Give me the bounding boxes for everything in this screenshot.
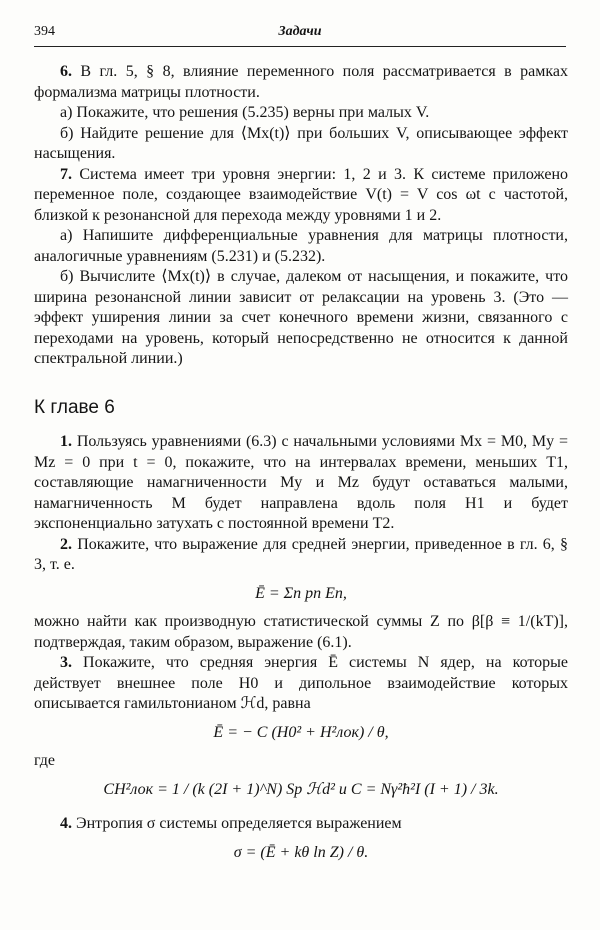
problem-6-4 [34,814,568,835]
problem-text: В гл. 5, § 8, влияние переменного поля рассматривается в рамках формализма матрицы плотности. [34,63,568,101]
problem-text: Покажите, что выражение для средней энергии, приведенное в гл. 6, § 3, т. е. [34,535,568,573]
problem-text: Пользуясь уравнениями (6.3) с начальными условиями Mx = M0, My = Mz = 0 при t = 0, покажите, что на интервалах времени, меньших T1, составляющие намагниченности My и Mz будут оставаться малыми, намагниченность M будет направлена вдоль поля H1 и будет экспоненциально затухать с постоянной времени T2. [34,433,568,532]
problem-number: 6. [60,63,72,80]
problem-5-6 [34,62,568,103]
problem-5-7b: б) Вычислите ⟨Mx(t)⟩ в случае, далеком от насыщения, и покажите, что ширина резонансной линии зависит от релаксации на уровень 3. (Это — эффект уширения линии за счет конечного времени жизни, связанного с переходами на уровень, который непосредственно не относится к данной спектральной линии.) [34,268,568,367]
problem-text: Система имеет три уровня энергии: 1, 2 и 3. К системе приложено переменное поле, создающее взаимодействие V(t) = V cos ωt с частотой, близкой к резонансной для перехода между уровнями 1 и 2. [34,165,568,224]
problem-number: 1. [60,433,72,450]
equation-entropy: σ = (Ē + kθ ln Z) / θ. [233,843,369,861]
problem-6-3 [34,653,568,715]
problem-5-6a: а) Покажите, что решения (5.235) верны при малых V. [60,104,430,121]
chapter-heading: К главе 6 [34,396,115,418]
problem-number: 3. [60,654,72,671]
equation-energy-result: Ē = − C (H0² + H²лок) / θ, [213,723,389,741]
problem-6-1 [34,432,568,535]
problem-5-7 [34,165,568,227]
equation-mean-energy: Ē = Σn pn En, [255,584,347,602]
problem-text: Энтропия σ системы определяется выражением [72,815,402,832]
problem-number: 7. [60,165,72,183]
equation-constants: CH²лок = 1 / (k (2I + 1)^N) Sp ℋd² и C = Nγ²ħ²I (I + 1) / 3k. [103,780,499,798]
problem-5-6b: б) Найдите решение для ⟨Mx(t)⟩ при больших V, описывающее эффект насыщения. [34,124,568,162]
problem-number: 2. [60,535,72,553]
problem-6-2-continuation: можно найти как производную статистической суммы Z по β[β ≡ 1/(kT)], подтверждая, таким образом, выражение (6.1). [34,613,568,651]
problem-5-7a: а) Напишите дифференциальные уравнения для матрицы плотности, аналогичные уравнениям (5.231) и (5.232). [34,227,568,265]
problem-text: Покажите, что средняя энергия Ē системы N ядер, на которые действует внешнее поле H0 и дипольное взаимодействие которых описывается гамильтонианом ℋd, равна [34,654,568,712]
running-header [34,20,566,47]
page-number: 394 [34,24,55,39]
where-label: где [34,752,56,769]
page-body [34,62,568,871]
running-title: Задачи [278,24,322,39]
problem-6-2 [34,535,568,576]
problem-number: 4. [60,815,72,832]
